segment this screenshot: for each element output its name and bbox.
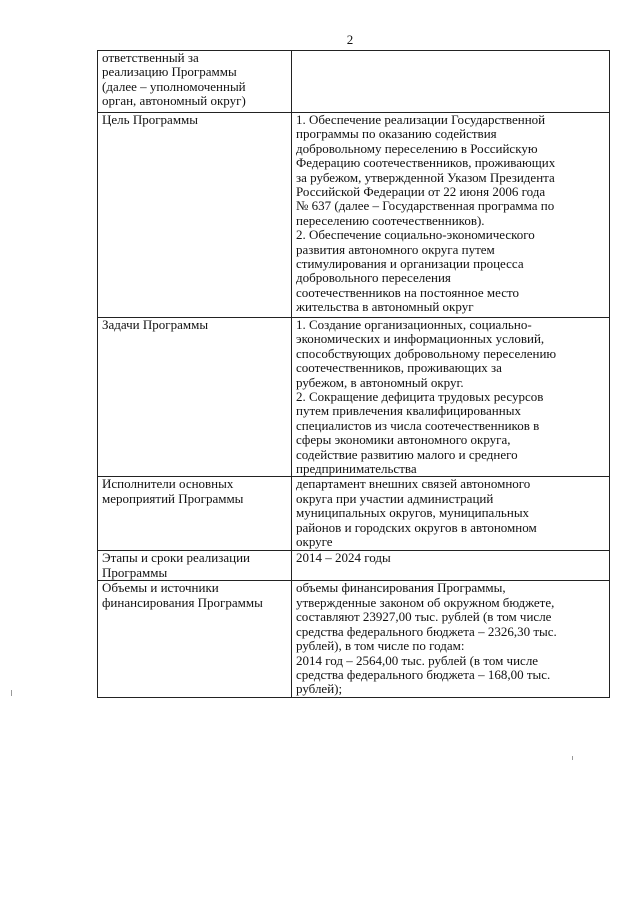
row-value-stages: 2014 – 2024 годы bbox=[292, 551, 610, 581]
scan-artifact-left bbox=[11, 690, 12, 696]
row-value-responsible bbox=[292, 51, 610, 113]
row-label-stages: Этапы и сроки реализации Программы bbox=[98, 551, 292, 581]
table-row bbox=[98, 51, 610, 113]
table-row bbox=[98, 113, 610, 318]
program-passport-table bbox=[97, 50, 610, 698]
table-row bbox=[98, 551, 610, 581]
page-number: 2 bbox=[346, 32, 354, 47]
row-value-financing: объемы финансирования Программы, утвержденные законом об окружном бюджете, составляют 23927,00 тыс. рублей (в том числе средства федерального бюджета – 2326,30 тыс. рублей), в том числе по годам: 2014 год – 2564,00 тыс. рублей (в том числе средства федерального бюджета – 168,00 тыс. рублей); bbox=[292, 581, 610, 697]
row-value-goal: 1. Обеспечение реализации Государственной программы по оказанию содействия добровольному переселению в Российскую Федерацию соотечественников, проживающих за рубежом, утвержденной Указом Президента Российской Федерации от 22 июня 2006 года № 637 (далее – Государственная программа по переселению соотечественников). 2. Обеспечение социально-экономического развития автономного округа путем стимулирования и организации процесса добровольного переселения соотечественников на постоянное место жительства в автономный округ bbox=[292, 113, 610, 318]
table-row bbox=[98, 477, 610, 551]
row-label-responsible: ответственный за реализацию Программы (далее – уполномоченный орган, автономный округ) bbox=[98, 51, 292, 113]
row-value-executors: департамент внешних связей автономного округа при участии администраций муниципальных округов, муниципальных районов и городских округов в автономном округе bbox=[292, 477, 610, 551]
row-label-executors: Исполнители основных мероприятий Программы bbox=[98, 477, 292, 551]
table-row bbox=[98, 318, 610, 477]
table-row bbox=[98, 581, 610, 697]
row-label-tasks: Задачи Программы bbox=[98, 318, 292, 477]
row-label-financing: Объемы и источники финансирования Программы bbox=[98, 581, 292, 697]
row-value-tasks: 1. Создание организационных, социально- экономических и информационных условий, способствующих добровольному переселению соотечественников, проживающих за рубежом, в автономный округ. 2. Сокращение дефицита трудовых ресурсов путем привлечения квалифицированных специалистов из числа соотечественников в сферы экономики автономного округа, содействие развитию малого и среднего предпринимательства bbox=[292, 318, 610, 477]
row-label-goal: Цель Программы bbox=[98, 113, 292, 318]
scan-artifact-right bbox=[572, 756, 573, 760]
